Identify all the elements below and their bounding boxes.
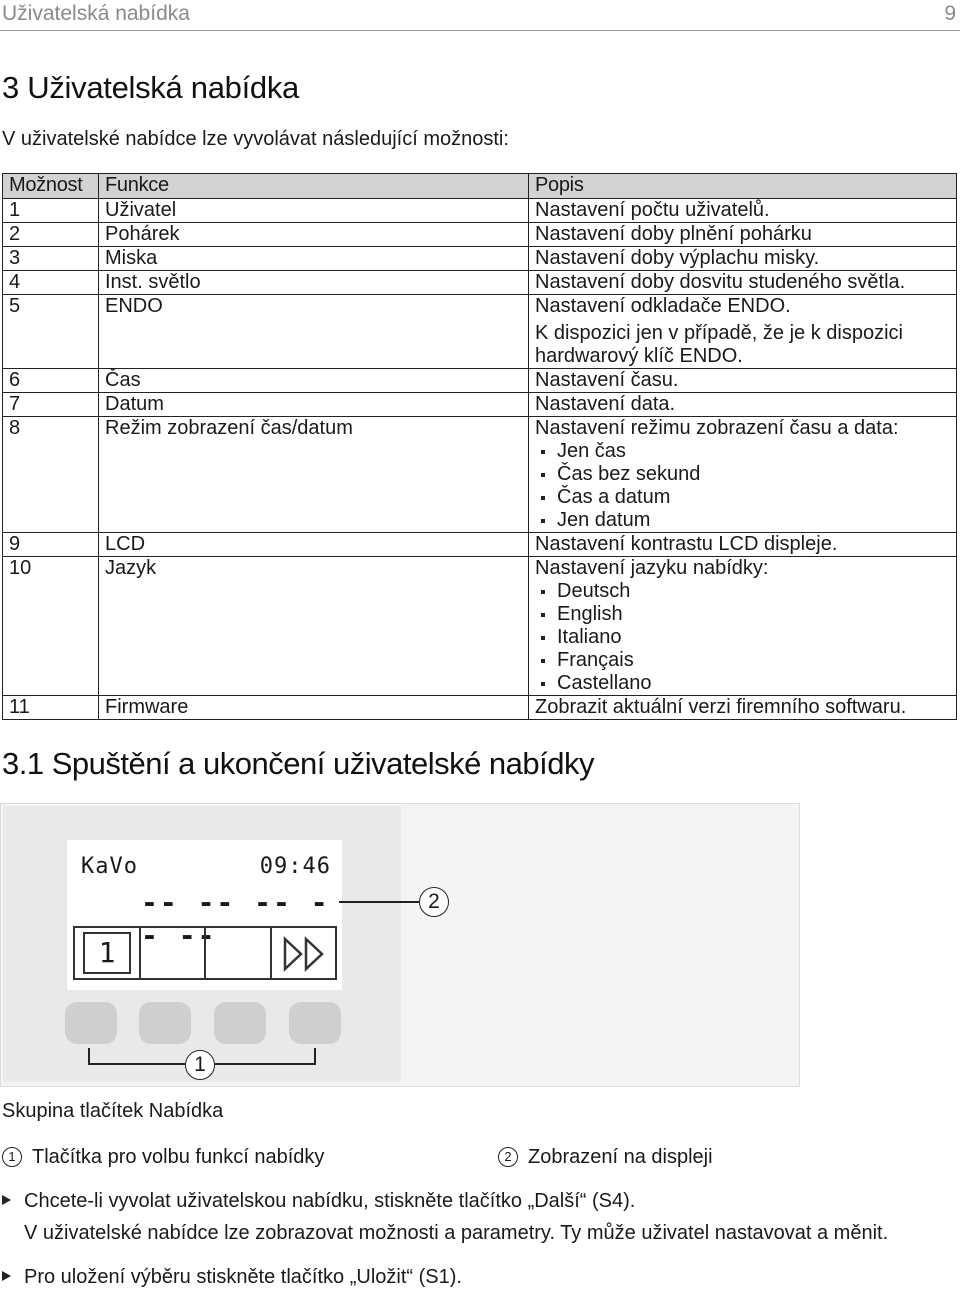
cell-option: 2 [3, 223, 99, 247]
column-header-function: Funkce [99, 174, 529, 199]
column-header-option: Možnost [3, 174, 99, 199]
cell-function: Datum [99, 393, 529, 417]
cell-option: 6 [3, 369, 99, 393]
table-row [3, 533, 957, 557]
softkey-number: 1 [83, 932, 131, 974]
step-arrow-icon [2, 1271, 11, 1281]
instruction-step [2, 1189, 635, 1213]
sub-list-item: Jen čas [535, 440, 950, 463]
sub-list-item: Français [535, 649, 950, 672]
cell-option: 11 [3, 696, 99, 720]
instruction-step [2, 1265, 462, 1289]
instruction-note: V uživatelské nabídce lze zobrazovat možnosti a parametry. Ty může uživatel nastavovat a měnit. [24, 1222, 889, 1244]
table-row [3, 369, 957, 393]
cell-function: Uživatel [99, 199, 529, 223]
description-line: Nastavení odkladače ENDO. [535, 295, 791, 317]
table-row [3, 696, 957, 720]
cell-function: Miska [99, 247, 529, 271]
cell-description [529, 295, 957, 369]
cell-function: Režim zobrazení čas/datum [99, 417, 529, 533]
table-row [3, 557, 957, 696]
legend-item [498, 1145, 713, 1169]
running-header-title: Uživatelská nabídka [2, 2, 190, 25]
step-text: Chcete-li vyvolat uživatelskou nabídku, stiskněte tlačítko „Další“ (S4). [24, 1190, 636, 1212]
sub-list-item: Čas bez sekund [535, 463, 950, 486]
table-row [3, 295, 957, 369]
cell-option: 9 [3, 533, 99, 557]
callout-lines [1, 804, 801, 1088]
table-header-row [3, 174, 957, 199]
table-row [3, 223, 957, 247]
cell-description [529, 417, 957, 533]
description-line: Nastavení jazyku nabídky: [535, 557, 769, 579]
cell-option: 8 [3, 417, 99, 533]
cell-description: Nastavení doby plnění pohárku [529, 223, 957, 247]
table-row [3, 247, 957, 271]
legend-number: 1 [2, 1147, 22, 1167]
cell-function: Jazyk [99, 557, 529, 696]
callout-1-marker: 1 [185, 1050, 215, 1080]
cell-description: Nastavení doby výplachu misky. [529, 247, 957, 271]
cell-description: Nastavení data. [529, 393, 957, 417]
legend-item [2, 1145, 324, 1169]
display-clock-text: 09:46 [259, 854, 331, 879]
options-table [2, 173, 957, 720]
page-number: 9 [944, 2, 956, 25]
legend-text: Tlačítka pro volbu funkcí nabídky [32, 1146, 325, 1168]
cell-function: ENDO [99, 295, 529, 369]
column-header-description: Popis [529, 174, 957, 199]
cell-option: 3 [3, 247, 99, 271]
cell-description: Nastavení počtu uživatelů. [529, 199, 957, 223]
display-dashes: -- -- -- -- -- [141, 886, 330, 952]
sub-list-item: English [535, 603, 950, 626]
callout-2-marker: 2 [419, 887, 449, 917]
sub-list-item: Italiano [535, 626, 950, 649]
menu-button-figure [0, 803, 800, 1087]
cell-description: Nastavení času. [529, 369, 957, 393]
cell-function: Firmware [99, 696, 529, 720]
table-row [3, 417, 957, 533]
description-line: Nastavení režimu zobrazení času a data: [535, 417, 899, 439]
sub-list-item: Čas a datum [535, 486, 950, 509]
cell-function: Pohárek [99, 223, 529, 247]
cell-description: Nastavení kontrastu LCD displeje. [529, 533, 957, 557]
figure-caption: Skupina tlačítek Nabídka [2, 1100, 224, 1122]
legend-text: Zobrazení na displeji [528, 1146, 713, 1168]
table-row [3, 393, 957, 417]
section-heading: 3 Uživatelská nabídka [2, 70, 299, 105]
sub-list-item: Jen datum [535, 509, 950, 532]
table-row [3, 271, 957, 295]
cell-description: Zobrazit aktuální verzi firemního softwaru. [529, 696, 957, 720]
running-header [0, 0, 960, 32]
header-rule [0, 30, 960, 31]
display-brand-text: KaVo [81, 854, 138, 879]
step-arrow-icon [2, 1195, 11, 1205]
subsection-heading: 3.1 Spuštění a ukončení uživatelské nabídky [2, 746, 595, 781]
cell-description [529, 557, 957, 696]
sub-list-item: Deutsch [535, 580, 950, 603]
step-text: Pro uložení výběru stiskněte tlačítko „Uložit“ (S1). [24, 1266, 462, 1288]
cell-option: 7 [3, 393, 99, 417]
cell-description: Nastavení doby dosvitu studeného světla. [529, 271, 957, 295]
cell-option: 5 [3, 295, 99, 369]
cell-option: 10 [3, 557, 99, 696]
description-note: K dispozici jen v případě, že je k dispozici hardwarový klíč ENDO. [535, 322, 903, 367]
cell-function: Inst. světlo [99, 271, 529, 295]
sub-list-item: Castellano [535, 672, 950, 695]
cell-function: Čas [99, 369, 529, 393]
table-row [3, 199, 957, 223]
section-intro: V uživatelské nabídce lze vyvolávat následující možnosti: [2, 128, 509, 150]
cell-function: LCD [99, 533, 529, 557]
cell-option: 4 [3, 271, 99, 295]
cell-option: 1 [3, 199, 99, 223]
legend-number: 2 [498, 1147, 518, 1167]
